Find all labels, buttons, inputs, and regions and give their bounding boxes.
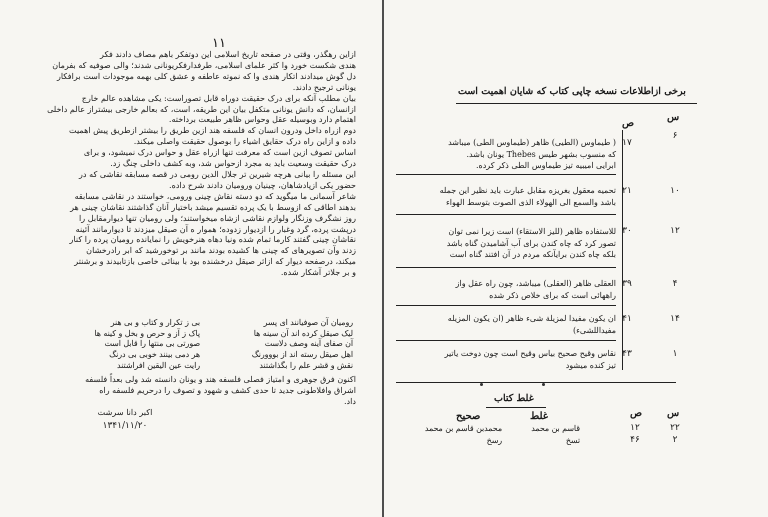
- entry-separator: [396, 214, 616, 215]
- poem-right-column: رومیان آن صوفیانند ای پسر لیک صیقل کرده اند آن سینه ها آن صفای آینه وصف دلاست اهل صیقل رسته اند از بووورنگ نقش و قشر علم را بگذاشتند: [251, 318, 353, 370]
- page-number: ۱۱: [212, 36, 226, 51]
- line-number: ۱۴: [670, 314, 680, 324]
- signature: اکبر دانا سرشت: [97, 407, 153, 417]
- entry-text: نقاس وقیح صحیح بیاس وقیح است چون دوخت یاتیر تیز کنده میشود: [444, 349, 616, 370]
- errata-header-page: ص: [630, 408, 643, 419]
- errata-line: ۲۲: [670, 423, 680, 433]
- errata-correct: محمدبن قاسم بن محمد: [424, 424, 502, 433]
- entry-text: ( طیماوس (الطیی) ظاهر (طیماوس الطی) میباشد که منسوب بشهر طیس Thebes یونان باشد. ابرایی امیبیه تیز طیماوس الطی ذکر کرده.: [448, 138, 616, 170]
- line-number: ۴: [672, 279, 678, 289]
- page-ref: ۳۰: [622, 226, 632, 236]
- bullet-dot: [480, 383, 483, 386]
- entry-separator: [396, 305, 616, 306]
- date: ۱۳۴۱/۱۱/۲۰: [102, 421, 148, 431]
- errata-title-rule: [486, 407, 546, 408]
- poem-left-column: بی ز تکرار و کتاب و بی هنر پاک ز آز و حرص و بخل و کینه ها صورتی بی منتها را قابل است هر دمی بینند خوبی بی درنگ رایت عین الیقین افراشتند: [94, 318, 200, 370]
- entry-text: ان یکون مفیدا لمزیلة شیء ظاهر (ان یکون المزیله مفیداللشیء): [447, 314, 616, 335]
- errata-wrong: تسخ: [565, 436, 580, 445]
- entry-text: العقلی ظاهر (العقلی) میباشد، چون راه عقل واز راههائی است که برای خلاص ذکر شده: [455, 279, 616, 300]
- body-text: ازاین رهگذر، وقتی در صفحه تاریخ اسلامی این دوتفکر باهم مصاف دادند فکر هندی شکست خورد وا کثر علمای اسلامی، طرفدارفکریونانی شدند؛ والی صوفیه که بفرمان دل گوش میدادند اتکار هندی وا که نموته عاطفه و عشق کلی بهمه موجودات است برافکار یونانی ترجیح دادند. بیان مطلب آنکه برای درک حقیقت دوراه قابل تصوراست: یکی مشاهده عالم خارج ازانسان، که دانش یونانی متکفل بیان این طریقه، است، که بعالم خارجی بیشتراز عالم داخلی اهتمام دارد وبوسیله عقل وحواس ظاهر طبیعت برداخته. دوم ازراه داخل ودرون انسان که فلسفه هند ازین طریق را بیشتر ازطریق پیش اهمیت داده و ازاین راه درک حقایق اشیاء را بوصول حقیقت واصلی میکند. اساس تصوف ازین است که معرفت تنها ازراه عقل و حواس درک نمیشود، و برای درک حقیقت وسعیت باید به مجرد ازحواس شد، وبه کشف داخلی چنگ زد. این مسئله را بیانی هرچه شیرین تر جلال الدین رومی در قصه مسابقه نقاشی که در حضور یکی ازپادشاهان، چینیان ورومیان دادند شرح داده. شاعر آسمانی ما میگوید که دو دسته نقاش چینی ورومی، خواستند در نقاشی مسابقه بدهند اطاقی که ازوسط با یک پرده تقسیم میشد باختیار آنان گذاشتند نقاشان چینی هر روز نشگرف وزنگار ولوازم نقاشی ازشاه میخواستند؛ ولی رومیان تنها دیوارمقابل را درپشت پرده، گرد وغبار را ازدیوار زدوده؛ هموار ه آن صیقل میزدند تا دیوارمانند آئینه نقاشان چینی گفتند کارما تمام شده ونیا دهاه هنرخویش را نمایانده رومیان پرده را کنار زدند وآن تصویرهای که چینی ها کشیده بودند مانند بر توخورشید که ابر رادرخشان میکند، درصفحه دیوار که ازاثر صیقل درخشنده بود با بینائی خاصی بازتابیدند و برشنتر و بر جلاتر آشکار شده.: [47, 49, 356, 278]
- errata-title: غلط کتاب: [494, 393, 534, 404]
- line-number: ۱۰: [670, 186, 680, 196]
- entry-text: للاستفاده ظاهر (للیز الاستقاء) است زیرا نمی توان تصور کرد که چاه کندن برای آب آشامیدن گناه باشد بلکه چاه کندن برایآنکه مردم در آن افتند گناه است: [446, 227, 616, 259]
- header-page: ص: [622, 118, 635, 129]
- errata-header-wrong: غلط: [530, 411, 549, 422]
- bullet-dot: [542, 383, 545, 386]
- page-ref: ۳۹: [622, 279, 632, 289]
- page-ref: ۲۱: [622, 186, 632, 196]
- line-number: ۱۲: [670, 226, 680, 236]
- entry-separator: [396, 267, 616, 268]
- errata-wrong: قاسم بن محمد: [531, 424, 580, 433]
- entry-separator: [396, 174, 616, 175]
- errata-page: ۱۲: [630, 423, 640, 433]
- header-line: س: [667, 112, 680, 123]
- errata-header-line: س: [667, 408, 680, 419]
- page-ref: ۴۱: [622, 314, 632, 324]
- errata-line: ۲: [672, 435, 678, 445]
- errata-correct: رسخ: [486, 436, 502, 445]
- page-heading: برخی ازاطلاعات نسخه چاپی کتاب که شایان اهمیت است: [458, 86, 686, 97]
- closing-text: اکنون فرق جوهری و امتیاز فصلی فلسفه هند و یونان دانسته شد ولی بعداً فلسفه اشراق وافلاطونی جدید تا حدی کشف و شهود و تصوف را درحریم فلسفه راه داد.: [85, 374, 356, 406]
- line-number: ۱: [672, 349, 678, 359]
- page-ref: ۱۷: [622, 138, 632, 148]
- column-divider: [622, 130, 623, 370]
- entry-separator: [396, 340, 616, 341]
- entry-text: تحمیه معقول بغریزه مقابل عبارت باید نظیر این جمله باشد والسمع الی الهولاء الذی الصوت بتوسط الهواء: [439, 186, 616, 207]
- line-number: ۶: [672, 131, 678, 141]
- errata-header-correct: صحیح: [456, 411, 481, 422]
- errata-top-rule: [396, 382, 676, 383]
- right-page: [384, 0, 768, 517]
- page-ref: ۴۳: [622, 349, 632, 359]
- heading-underline: [456, 103, 697, 104]
- errata-page: ۴۶: [630, 435, 640, 445]
